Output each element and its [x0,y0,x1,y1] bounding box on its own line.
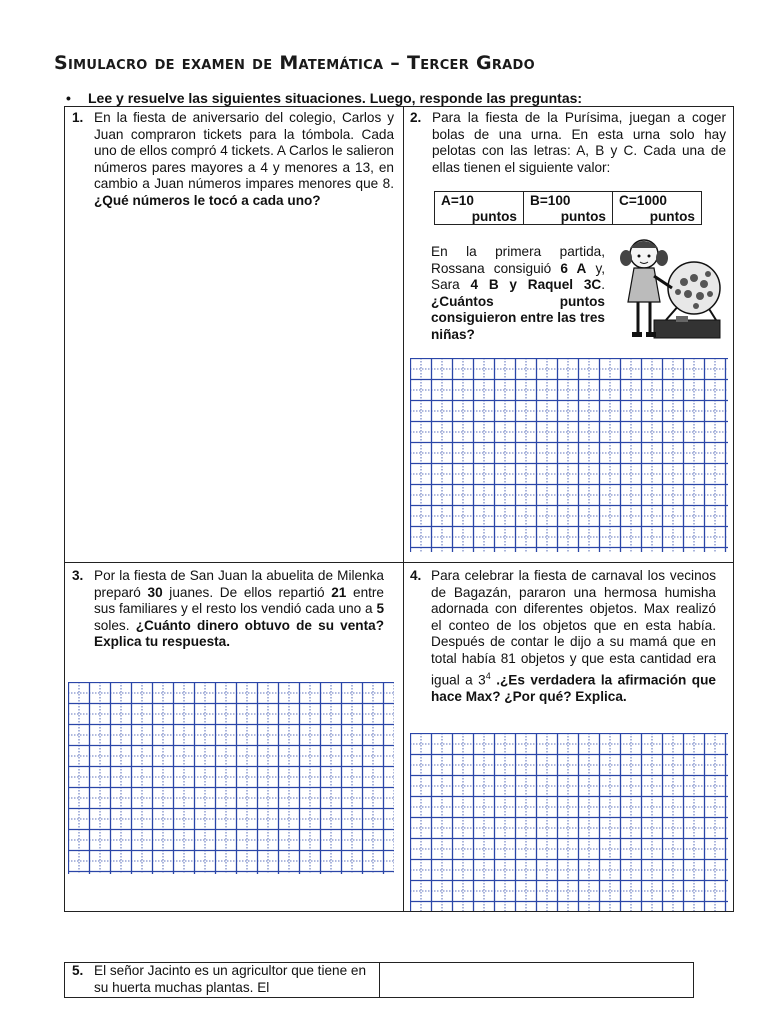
points-a: A=10 puntos [435,192,524,224]
instruction-text: Lee y resuelve las siguientes situaciones. Luego, responde las preguntas: [88,90,583,106]
problem-4-question: .¿Es verdadera la afirmación que hace Max? ¿Por qué? Explica. [431,672,716,704]
problem-5-number: 5. [72,963,84,978]
problem-4-text: Para celebrar la fiesta de carnaval los vecinos de Bagazán, pararon una hermosa humisha adornada con diferentes objetos. Max realizó el conteo de los objetos que en esta había. Después de contar le dijo a su mamá que en total había 81 objetos y que esta cantidad era igual a $3^4$ .¿Es verdadera la afirmación que hace Max? ¿Por qué? Explica. [431,568,716,704]
problem-2-number: 2. [410,110,422,125]
instructions [66,90,726,106]
problem-5-divider [379,962,380,998]
problem-3-text: Por la fiesta de San Juan la abuelita de Milenka preparó 30 juanes. De ellos repartió 21 entre sus familiares y el resto los vendió cada uno a 5 soles. ¿Cuánto dinero obtuvo de su venta? Explica tu respuesta. [94,568,384,650]
points-c: C=1000 puntos [619,193,695,224]
problem-4-number: 4. [410,568,422,583]
problem-3-question: ¿Cuánto dinero obtuvo de su venta? Explica tu respuesta. [94,617,384,650]
problem-1-question: ¿Qué números le tocó a cada uno? [94,192,321,208]
bullet: • [66,90,71,106]
girl-with-lottery-drum-icon [616,232,726,344]
answer-grid-4[interactable] [410,733,728,911]
problem-2-text-2: En la primera partida, Rossana consiguió 6 A y, Sara 4 B y Raquel 3C. ¿Cuántos puntos consiguieron entre las tres niñas? [431,244,606,342]
table-divider-vertical [403,106,404,912]
points-b: B=100 puntos [524,192,613,224]
page-title: Simulacro de examen de Matemática – Tercer Grado [54,52,535,74]
problem-5-text: El señor Jacinto es un agricultor que tiene en su huerta muchas plantas. El [94,963,367,995]
problem-1-number: 1. [72,110,84,125]
answer-grid-2[interactable] [410,358,728,552]
answer-grid-3[interactable] [68,682,394,874]
problem-2-question: ¿Cuántos puntos consiguieron entre las tres niñas? [431,293,605,342]
problem-3-number: 3. [72,568,84,583]
table-divider-horizontal [64,562,734,563]
problem-1-statement: En la fiesta de aniversario del colegio, Carlos y Juan compraron tickets para la tómbola. Cada uno de ellos compró 4 tickets. A Carlos le salieron números pares mayores a 4 y menores a 13, en cambio a Juan números impares menores que 8. [94,110,394,192]
points-table [434,191,702,225]
problem-2-text: Para la fiesta de la Purísima, juegan a coger bolas de una urna. En esta urna solo hay pelotas con las letras: A, B y C. Cada una de ellas tienen el siguiente valor: [432,110,726,175]
problem-1-text [94,110,394,210]
